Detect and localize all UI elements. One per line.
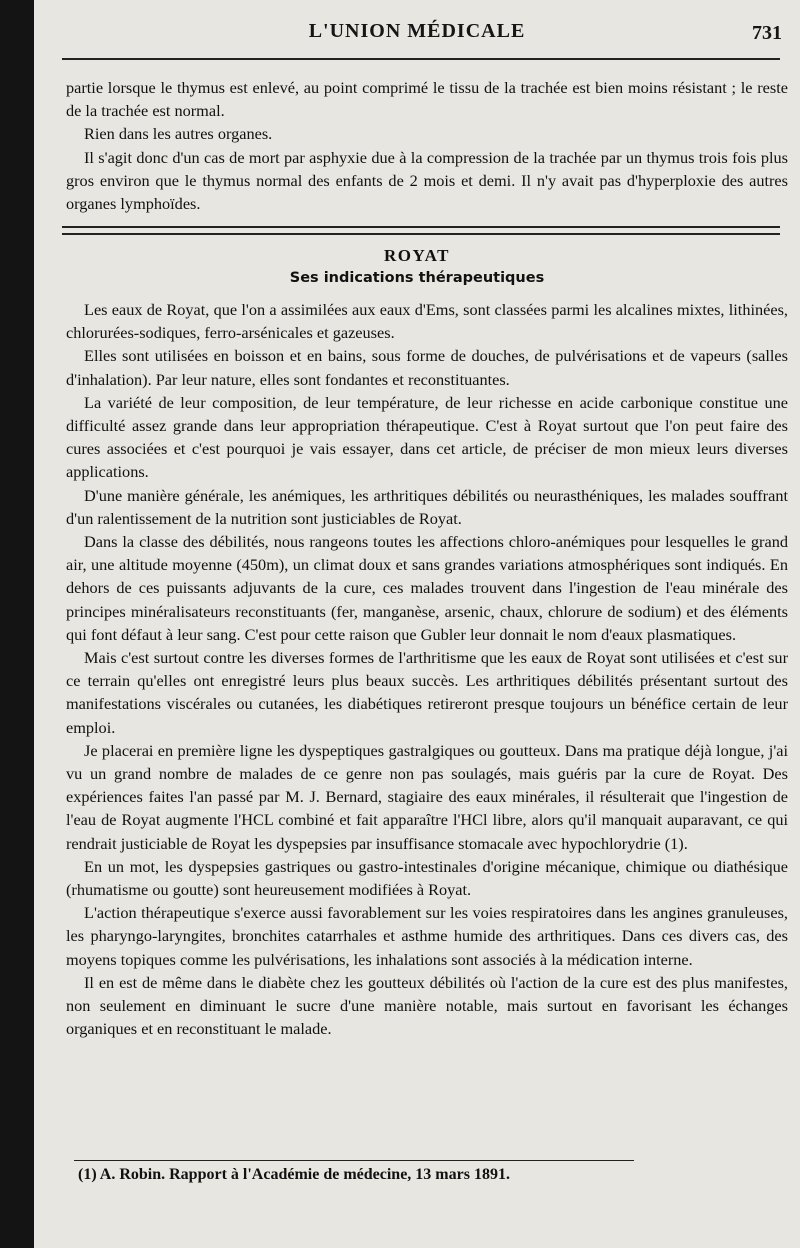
paragraph: Les eaux de Royat, que l'on a assimilées aux eaux d'Ems, sont classées parmi les alcalines mixtes, lithinées, chlorurées-sodiques, ferro-arsénicales et gazeuses. — [66, 300, 788, 343]
paragraph: Il s'agit donc d'un cas de mort par asphyxie due à la compression de la trachée par un thymus trois fois plus gros environ que le thymus normal des enfants de 2 mois et demi. Il n'y avait pas d'hyperploxie des autres organes lymphoïdes. — [66, 147, 788, 214]
paragraph: D'une manière générale, les anémiques, les arthritiques débilités ou neurasthéniques, les malades souffrant d'un ralentissement de la nutrition sont justiciables de Royat. — [66, 485, 788, 528]
paragraph: Mais c'est surtout contre les diverses formes de l'arthritisme que les eaux de Royat sont utilisées et c'est sur ce terrain qu'elles ont enregistré leurs plus beaux succès. Les arthritiques débilités présentant surtout des manifestations viscérales ou cutanées, les diabétiques retireront presque toujours un bénéfice certain de leur emploi. — [66, 648, 788, 737]
paragraph: Elles sont utilisées en boisson et en bains, sous forme de douches, de pulvérisations et de vapeurs (salles d'inhalation). Par leur nature, elles sont fondantes et reconstituantes. — [66, 346, 788, 389]
page-header — [34, 0, 800, 58]
paragraph: partie lorsque le thymus est enlevé, au point comprimé le tissu de la trachée est bien moins résistant ; le reste de la trachée est normal. — [66, 78, 788, 121]
article-title: ROYAT — [383, 246, 451, 265]
previous-article-end — [66, 76, 788, 215]
paragraph: Il en est de même dans le diabète chez les goutteux débilités où l'action de la cure est des plus manifestes, non seulement en diminuant le sucre d'une manière notable, mais surtout en favorisant les échanges organiques et en reconstituant le malade. — [66, 972, 788, 1039]
paragraph: Je placerai en première ligne les dyspeptiques gastralgiques ou goutteux. Dans ma pratique déjà longue, j'ai vu un grand nombre de malades de ce genre non pas soulagés, mais guéris par la cure de Royat. Des expériences faites l'an passé par M. J. Bernard, stagiaire des eaux minérales, il résulterait que l'ingestion de l'eau de Royat augmente l'HCL combiné et fait apparaître l'HCl libre, alors qu'il manquait auparavant, ce qui rendrait justiciable de Royat les dyspepsies par insuffisance stomacale avec hypochlorydrie (1). — [66, 740, 788, 853]
paragraph: La variété de leur composition, de leur température, de leur richesse en acide carbonique constitue une difficulté assez grande dans leur appropriation thérapeutique. C'est à Royat surtout que l'on peut faire des cures associées et c'est pourquoi je vais essayer, dans cet article, de préciser de mon mieux leurs diverses applications. — [66, 392, 788, 482]
article-body — [66, 298, 788, 1041]
paragraph: L'action thérapeutique s'exerce aussi favorablement sur les voies respiratoires dans les angines granuleuses, les pharyngo-laryngites, bronchites catarrhales et asthme humide des arthritiques. Dans ces divers cas, des moyens topiques comme les pulvérisations, les inhalations sont associés à la médication interne. — [66, 903, 788, 969]
footnote-rule — [74, 1160, 634, 1161]
paragraph: En un mot, les dyspepsies gastriques ou gastro-intestinales d'origine mécanique, chimique ou diathésique (rhumatisme ou goutte) sont heureusement modifiées à Royat. — [66, 856, 788, 900]
page-number: 731 — [752, 22, 782, 44]
running-title: L'UNION MÉDICALE — [308, 20, 526, 42]
paragraph: Dans la classe des débilités, nous rangeons toutes les affections chloro-anémiques pour lesquelles le grand air, une altitude moyenne (450m), un climat doux et sans grandes variations atmosphériques sont indiqués. En dehors de ces puissants adjuvants de la cure, ces malades trouvent dans l'ingestion de l'eau minérale des principes minéralisateurs reconstituants (fer, manganèse, arsenic, chaux, chlorure de sodium) et des éléments qui font défaut à leur sang. C'est pour cette raison que Gubler leur donnait le nom d'eaux plasmatiques. — [66, 532, 788, 644]
paragraph: Rien dans les autres organes. — [84, 124, 273, 144]
footnote: (1) A. Robin. Rapport à l'Académie de médecine, 13 mars 1891. — [78, 1166, 510, 1183]
article-subtitle: Ses indications thérapeutiques — [289, 270, 545, 286]
journal-page — [34, 0, 800, 1248]
header-rule — [62, 58, 780, 60]
section-separator — [62, 226, 780, 235]
